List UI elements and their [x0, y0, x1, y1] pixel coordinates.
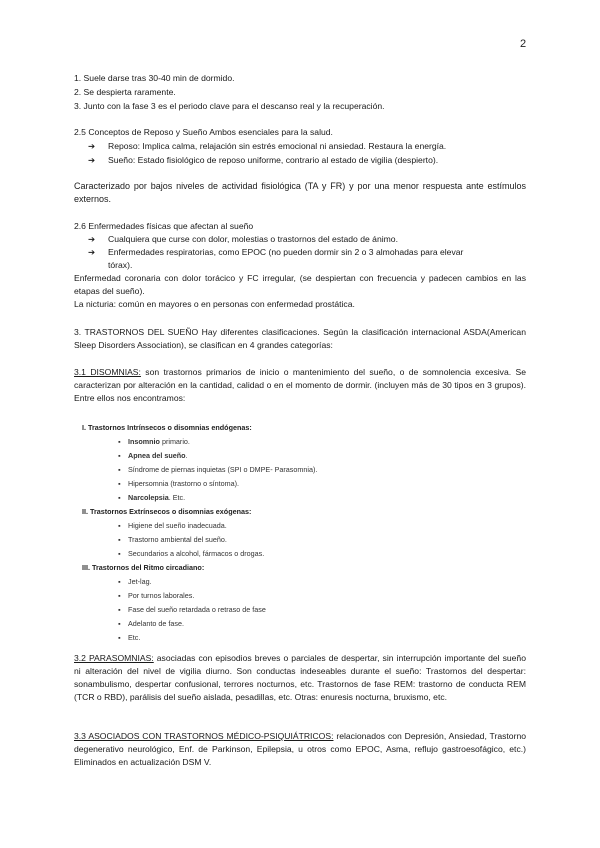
bullet-text: tórax). [108, 260, 133, 270]
section-3-1-title: 3.1 DISOMNIAS: [74, 367, 141, 377]
section-3-3-title: 3.3 ASOCIADOS CON TRASTORNOS MÉDICO-PSIQUIÁTRICOS: [74, 731, 334, 741]
list-item: ▪ Hipersomnia (trastorno o síntoma). [118, 479, 240, 488]
section-3-2-paragraph [74, 652, 526, 704]
list-item: ▪ Por turnos laborales. [118, 591, 195, 600]
arrow-icon: ➔ [88, 141, 96, 151]
group-3-title: III. Trastornos del Ritmo circadiano: [82, 563, 205, 572]
section-2-5-heading: 2.5 Conceptos de Reposo y Sueño Ambos esenciales para la salud. [74, 127, 333, 137]
section-2-6-heading: 2.6 Enfermedades físicas que afectan al sueño [74, 221, 254, 231]
group-1-title: I. Trastornos Intrínsecos o disomnias endógenas: [82, 423, 252, 432]
arrow-icon: ➔ [88, 247, 96, 257]
phase-line-3: 3. Junto con la fase 3 es el periodo clave para el descanso real y la recuperación. [74, 101, 385, 111]
bullet-text: Enfermedades respiratorias, como EPOC (no pueden dormir sin 2 o 3 almohadas para elevar [108, 247, 464, 257]
list-item: ▪ Apnea del sueño. [118, 451, 188, 460]
list-item: ▪ Adelanto de fase. [118, 619, 184, 628]
section-3-lead: 3. TRASTORNOS DEL SUEÑO [74, 327, 199, 337]
group-2-title: II. Trastornos Extrínsecos o disomnias exógenas: [82, 507, 252, 516]
section-3-1-text: son trastornos primarios de inicio o mantenimiento del sueño, o de somnolencia excesiva. Se caracterizan por alteración en la cantidad, calidad o en el momento de dormir. (incluyen más de 30 tipos en 3 grupos). Entre ellos nos encontramos: [74, 367, 526, 403]
list-item: ▪ Narcolepsia. Etc. [118, 493, 186, 502]
arrow-icon: ➔ [88, 234, 96, 244]
list-item: ▪ Insomnio primario. [118, 437, 190, 446]
section-3-2-text: asociadas con episodios breves o parciales de despertar, sin interrupción importante del sueño ni alteración del nivel de vigilia diurno. Son conductas indeseables durante el sueño: Trastornos del despertar: sonambulismo, despertar confusional, terrores nocturnos, etc. Trastornos de fase REM: trastorno de conducta REM (TCR o RBD), parálisis del sueño aislada, pesadillas, etc. Otras: enuresis nocturna, bruxismo, etc. [74, 653, 526, 702]
list-item: ▪ Trastorno ambiental del sueño. [118, 535, 227, 544]
list-item: ▪ Secundarios a alcohol, fármacos o drogas. [118, 549, 265, 558]
arrow-icon: ➔ [88, 155, 96, 165]
section-3-text: Hay diferentes clasificaciones. Según la clasificación internacional ASDA(American Sleep Disorders Association), se clasifican en 4 grandes categorías: [74, 327, 526, 350]
phase-line-1: 1. Suele darse tras 30-40 min de dormido. [74, 73, 235, 83]
section-2-5-paragraph: Caracterizado por bajos niveles de actividad fisiológica (TA y FR) y por una menor respuesta ante estímulos externos. [74, 181, 526, 204]
list-item: ▪ Etc. [118, 633, 141, 642]
section-3-3-paragraph [74, 730, 526, 769]
list-item: ▪ Higiene del sueño inadecuada. [118, 521, 227, 530]
list-item: ▪ Síndrome de piernas inquietas (SPI o DMPE- Parasomnia). [118, 465, 318, 474]
phase-line-2: 2. Se despierta raramente. [74, 87, 176, 97]
bullet-text: Cualquiera que curse con dolor, molestias o trastornos del estado de ánimo. [108, 234, 398, 244]
section-3-2-title: 3.2 PARASOMNIAS: [74, 653, 154, 663]
bullet-text: Reposo: Implica calma, relajación sin estrés emocional ni ansiedad. Restaura la energía. [108, 141, 447, 151]
nicturia-line: La nicturia: común en mayores o en personas con enfermedad prostática. [74, 299, 355, 309]
list-item: ▪ Fase del sueño retardada o retraso de fase [118, 605, 266, 614]
section-3-3-text: relacionados con Depresión, Ansiedad, Trastorno degenerativo neurológico, Enf. de Parkinson, Epilepsia, u otros como EPOC, Asma, reflujo gastroesofágico, etc.) Eliminados en actualización DSM V. [74, 731, 526, 767]
list-item: ▪ Jet-lag. [118, 577, 152, 586]
page-number: 2 [520, 38, 527, 50]
coronary-paragraph: Enfermedad coronaria con dolor torácico y FC irregular, (se despiertan con frecuencia y padecen cambios en las etapas del sueño). [74, 273, 526, 296]
bullet-text: Sueño: Estado fisiológico de reposo uniforme, contrario al estado de vigilia (despierto). [108, 155, 439, 165]
